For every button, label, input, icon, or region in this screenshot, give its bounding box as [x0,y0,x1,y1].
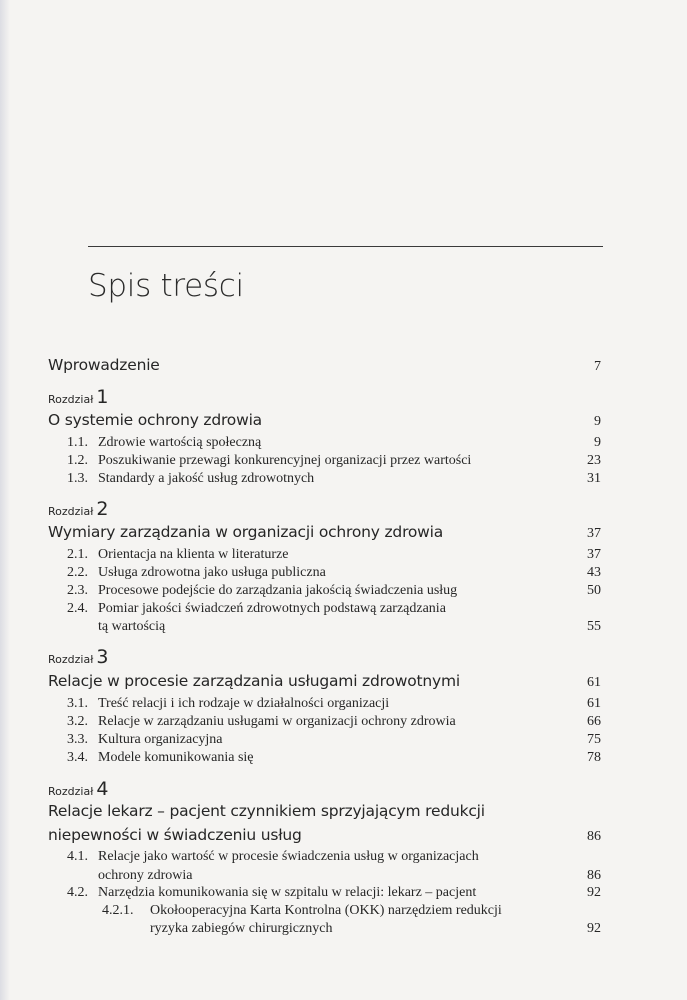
toc-entry [0,434,687,454]
section-title-continued: tą wartością [98,619,166,634]
page-number: 23 [587,453,601,468]
toc-entry [0,356,687,380]
page-number: 92 [587,885,601,900]
section-number: 1.1. [67,435,88,450]
section-title: Treść relacji i ich rodzaje w działalności organizacji [98,696,390,711]
page-number: 50 [587,583,601,598]
page-number: 66 [587,714,601,729]
page-number: 75 [587,732,601,747]
section-title: Usługa zdrowotna jako usługa publiczna [98,565,326,580]
toc-entry [0,672,687,696]
page-number: 55 [587,619,601,634]
section-number: 2.1. [67,547,88,562]
section-number: 1.3. [67,471,88,486]
page-number: 86 [587,829,601,844]
section-number: 2.4. [67,601,88,616]
section-title: Poszukiwanie przewagi konkurencyjnej organizacji przez wartości [98,453,472,468]
page-number: 78 [587,750,601,765]
page-number: 37 [587,526,601,541]
page-title: Spis treści [88,268,244,304]
entry-heading: Wprowadzenie [48,356,160,374]
toc-entry [0,902,687,922]
page-number: 31 [587,471,601,486]
page-number: 37 [587,547,601,562]
toc-entry [0,826,687,850]
entry-heading: Relacje w procesie zarządzania usługami zdrowotnymi [48,672,460,690]
toc-entry [0,778,687,798]
toc-entry [0,498,687,518]
page-number: 9 [594,435,601,450]
toc-entry [0,618,687,638]
toc-entry [0,470,687,490]
page-number: 61 [587,696,601,711]
section-number: 3.4. [67,750,88,765]
section-title-continued: ochrony zdrowia [98,868,193,883]
section-number: 4.2.1. [102,903,134,918]
toc-entry [0,802,687,826]
toc-entry [0,452,687,472]
entry-heading: Wymiary zarządzania w organizacji ochrony zdrowia [48,523,444,541]
chapter-number: 4 [96,778,109,800]
section-title: Okołooperacyjna Karta Kontrolna (OKK) narzędziem redukcji [150,903,502,918]
section-number: 4.2. [67,885,88,900]
chapter-word: Rozdział [48,653,94,666]
toc-entry [0,386,687,406]
section-title: Procesowe podejście do zarządzania jakością świadczenia usług [98,583,458,598]
entry-heading: Relacje lekarz – pacjent czynnikiem sprzyjającym redukcji [48,802,485,820]
toc-entry [0,546,687,566]
section-title: Relacje jako wartość w procesie świadczenia usług w organizacjach [98,849,479,864]
page-number: 43 [587,565,601,580]
chapter-label [48,386,108,408]
toc-entry [0,564,687,584]
toc-entry [0,646,687,666]
chapter-word: Rozdział [48,785,94,798]
toc-entry [0,749,687,769]
section-number: 3.2. [67,714,88,729]
title-rule [88,246,603,247]
toc-entry [0,600,687,620]
section-title-continued: ryzyka zabiegów chirurgicznych [150,921,333,936]
toc-entry [0,695,687,715]
toc-entry [0,731,687,751]
chapter-label [48,646,108,668]
toc-entry [0,713,687,733]
chapter-word: Rozdział [48,505,94,518]
entry-heading: O systemie ochrony zdrowia [48,411,262,429]
toc-entry [0,411,687,435]
chapter-label [48,498,108,520]
toc-entry [0,582,687,602]
section-title: Relacje w zarządzaniu usługami w organizacji ochrony zdrowia [98,714,456,729]
section-title: Standardy a jakość usług zdrowotnych [98,471,315,486]
page-number: 86 [587,868,601,883]
toc-entry [0,848,687,868]
section-title: Narzędzia komunikowania się w szpitalu w relacji: lekarz – pacjent [98,885,477,900]
section-title: Kultura organizacyjna [98,732,223,747]
chapter-word: Rozdział [48,393,94,406]
section-number: 2.2. [67,565,88,580]
toc-entry [0,920,687,940]
page-number: 61 [587,675,601,690]
section-title: Orientacja na klienta w literaturze [98,547,289,562]
section-number: 3.3. [67,732,88,747]
section-number: 4.1. [67,849,88,864]
entry-heading: niepewności w świadczeniu usług [48,826,302,844]
section-title: Zdrowie wartością społeczną [98,435,262,450]
chapter-number: 2 [96,498,109,520]
section-title: Modele komunikowania się [98,750,254,765]
page-number: 92 [587,921,601,936]
toc-entry [0,884,687,904]
page-number: 7 [594,359,601,374]
toc-entry [0,523,687,547]
section-number: 2.3. [67,583,88,598]
page-number: 9 [594,414,601,429]
chapter-label [48,778,108,800]
section-number: 3.1. [67,696,88,711]
chapter-number: 1 [96,386,109,408]
section-number: 1.2. [67,453,88,468]
chapter-number: 3 [96,646,109,668]
section-title: Pomiar jakości świadczeń zdrowotnych podstawą zarządzania [98,601,446,616]
